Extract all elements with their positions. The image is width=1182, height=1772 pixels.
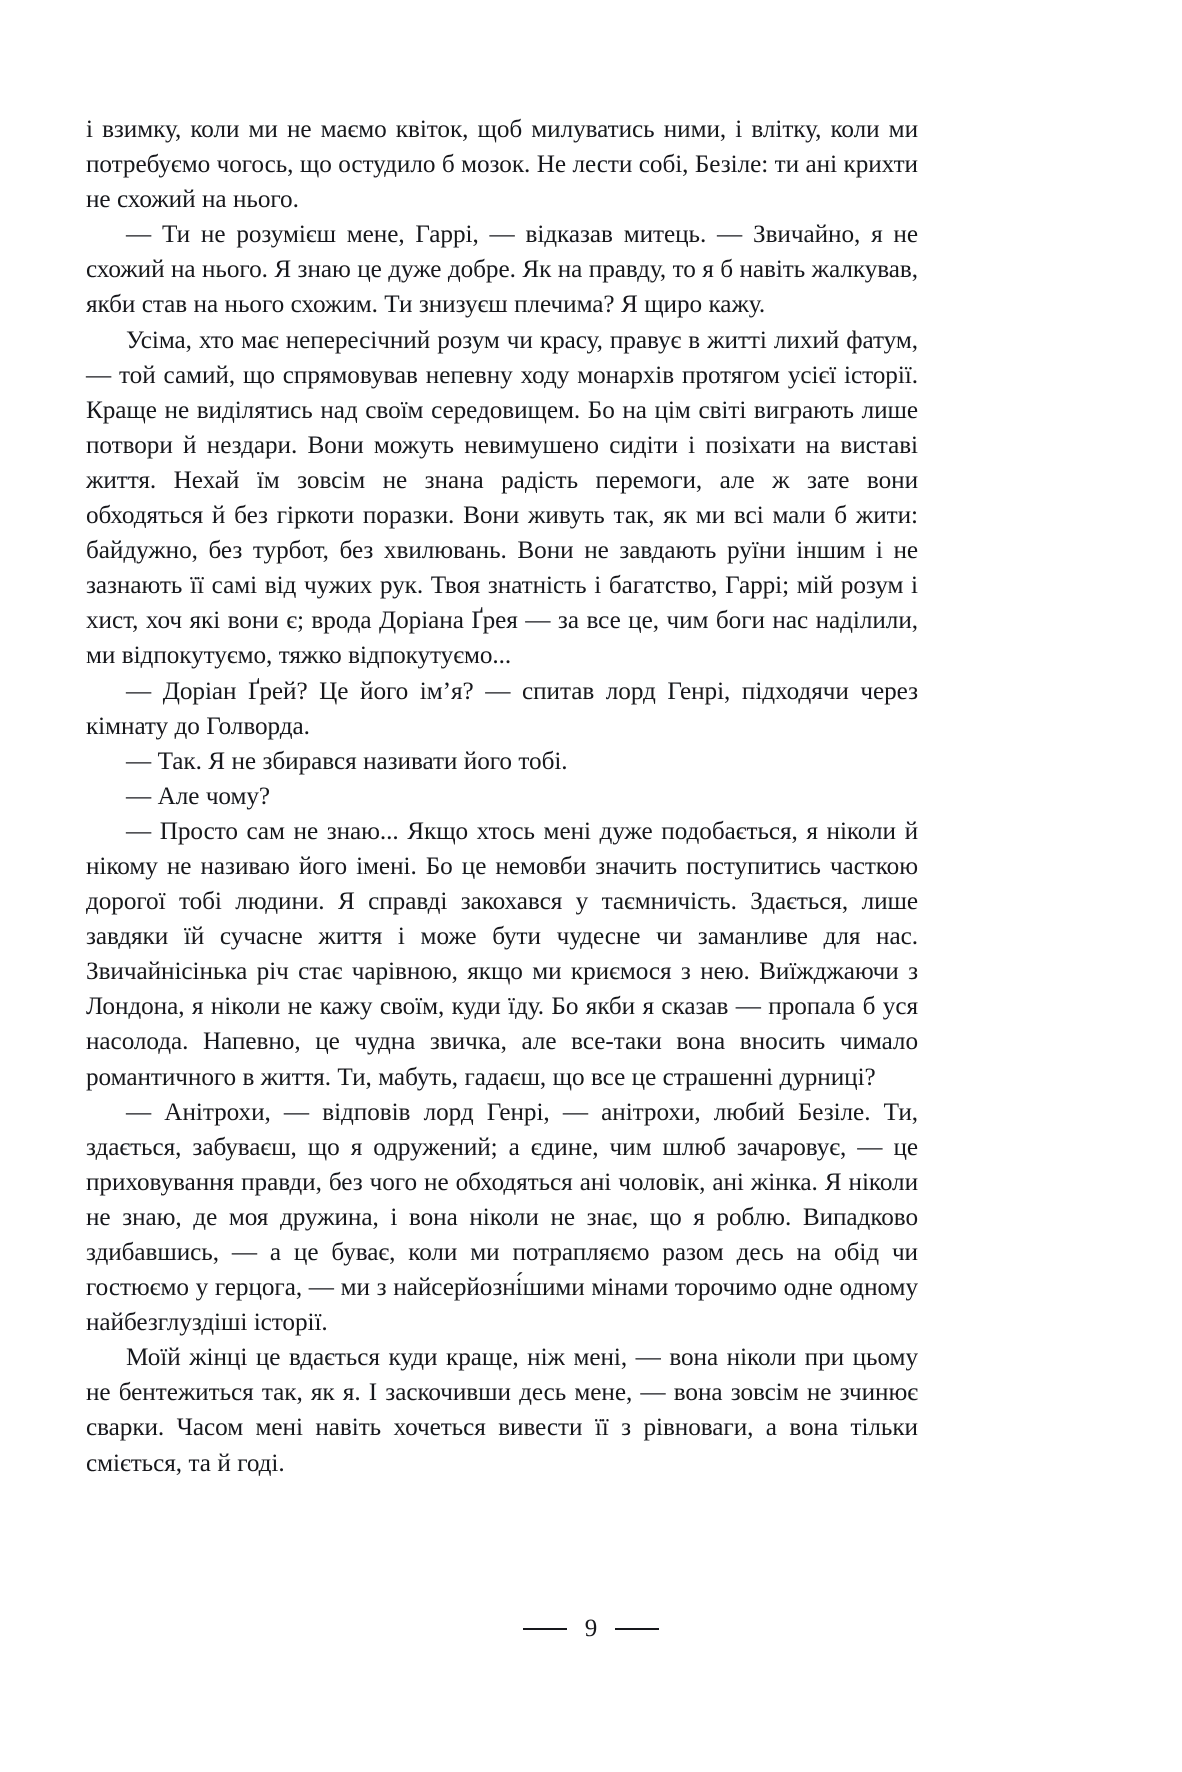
paragraph: — Так. Я не збирався називати його тобі. <box>126 747 568 775</box>
paragraph: і взимку, коли ми не маємо квіток, щоб милуватись ними, і влітку, коли ми потребуємо чогось, що остудило б мозок. Не лести собі, Безіле: ти ані крихти не схожий на нього. <box>86 116 918 214</box>
paragraph: — Але чому? <box>126 782 271 810</box>
paragraph: — Доріан Ґрей? Це його ім’я? — спитав лорд Генрі, підходячи через кімнату до Голворда. <box>86 677 918 740</box>
footer-rule-left-icon <box>523 1628 567 1630</box>
paragraph: — Анітрохи, — відповів лорд Генрі, — анітрохи, любий Безіле. Ти, здається, забуваєш, що я одружений; а єдине, чим шлюб зачаровує, — це приховування правди, без чого не обходяться ані чоловік, ані жінка. Я ніколи не знаю, де моя дружина, і вона ніколи не знає, що я роблю. Випадково здибавшись, — а це буває, коли ми потрапляємо разом десь на обід чи гостюємо у герцога, — ми з найсерйозні́шими мінами торочимо одне одному найбезглуздіші історії. <box>86 1098 918 1337</box>
page-number: 9 <box>584 1615 598 1642</box>
paragraph: Моїй жінці це вдається куди краще, ніж мені, — вона ніколи при цьому не бентежиться так, як я. І заскочивши десь мене, — вона зовсім не зчинює сварки. Часом мені навіть хочеться вивести її з рівноваги, а вона тільки сміється, та й годі. <box>86 1344 918 1477</box>
paragraph: Усіма, хто має непересічний розум чи красу, правує в житті лихий фатум, — той самий, що спрямовував непевну ходу монархів протягом усієї історії. Краще не виділятись над своїм середовищем. Бо на цім світі виграють лише потвори й нездари. Вони можуть невимушено сидіти і позіхати на виставі життя. Нехай їм зовсім не знана радість перемоги, але ж зате вони обходяться й без гіркоти поразки. Вони живуть так, як ми всі мали б жити: байдужно, без турбот, без хвилювань. Вони не завдають руїни іншим і не зазнають її самі від чужих рук. Твоя знатність і багатство, Гаррі; мій розум і хист, хоч які вони є; врода Доріана Ґрея — за все це, чим боги нас наділили, ми відпокутуємо, тяжко відпокутуємо... <box>86 326 918 670</box>
paragraph: — Ти не розумієш мене, Гаррі, — відказав митець. — Звичайно, я не схожий на нього. Я знаю це дуже добре. Як на правду, то я б навіть жалкував, якби став на нього схожим. Ти знизуєш плечима? Я щиро кажу. <box>86 221 918 319</box>
footer-rule-right-icon <box>615 1628 659 1630</box>
paragraph: — Просто сам не знаю... Якщо хтось мені дуже подобається, я ніколи й нікому не називаю його імені. Бо це немовби значить поступитись часткою дорогої тобі людини. Я справді закохався у таємничість. Здається, лише завдяки їй сучасне життя і може бути чудесне чи заманливе для нас. Звичайнісінька річ стає чарівною, якщо ми криємося з нею. Виїжджаючи з Лондона, я ніколи не кажу своїм, куди їду. Бо якби я сказав — пропала б уся насолода. Напевно, це чудна звичка, але все-таки вона вносить чимало романтичного в життя. Ти, мабуть, гадаєш, що все це страшенні дурниці? <box>86 817 918 1091</box>
page-text-column <box>86 112 918 1481</box>
page-footer <box>0 1616 1182 1641</box>
